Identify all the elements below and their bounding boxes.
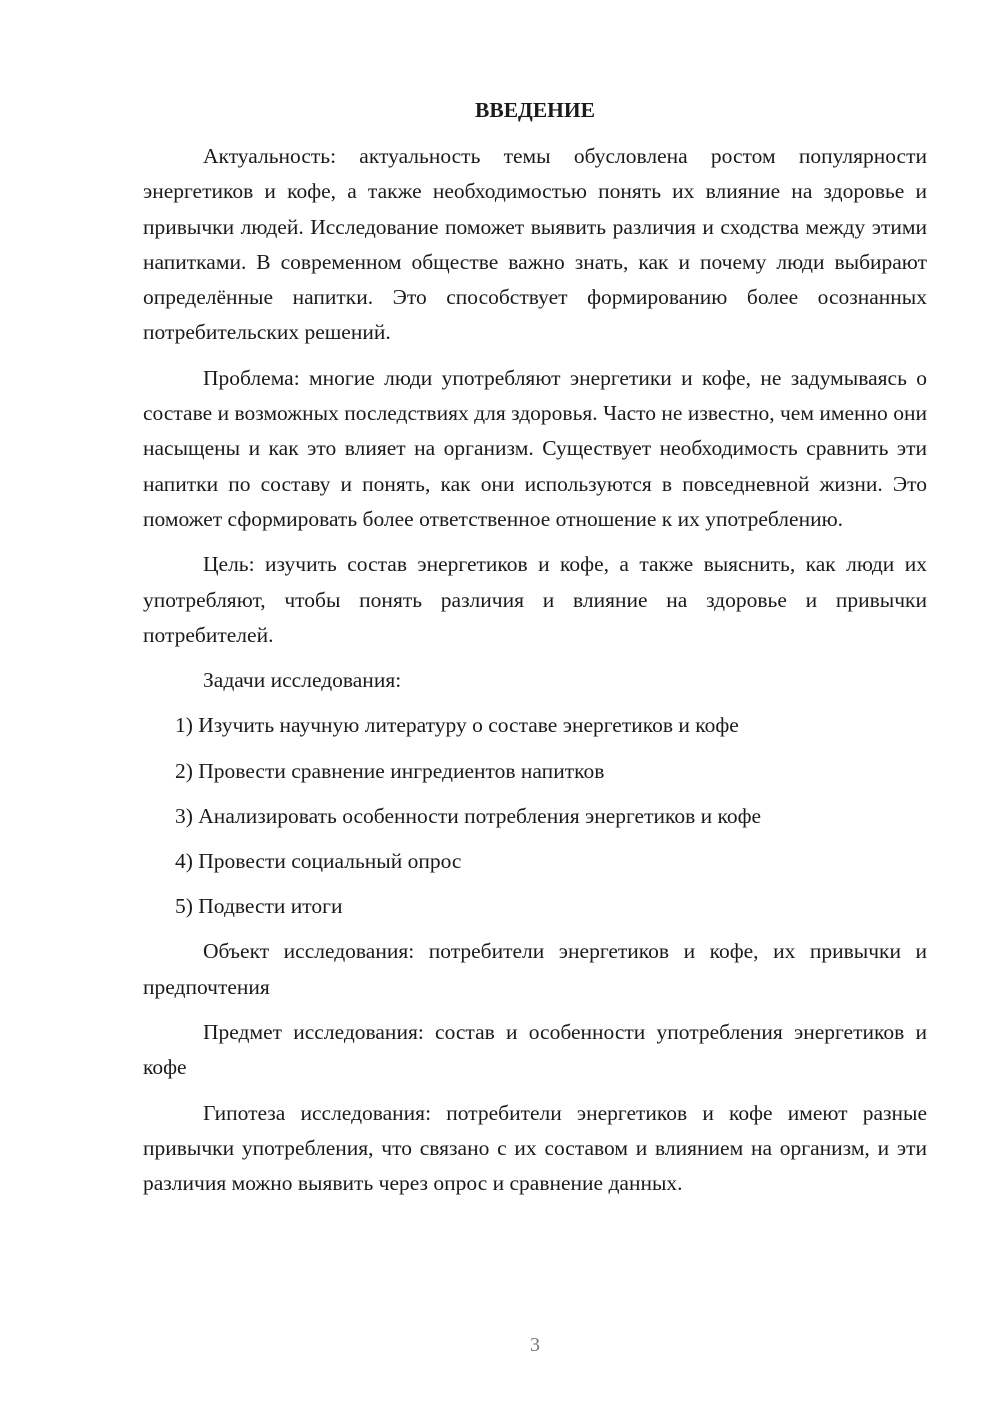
task-list — [143, 708, 927, 924]
hypothesis-paragraph: Гипотеза исследования: потребители энергетиков и кофе имеют разные привычки употребления, что связано с их составом и влиянием на организм, и эти различия можно выявить через опрос и сравнение данных. — [143, 1100, 927, 1196]
subject-paragraph: Предмет исследования: состав и особенности употребления энергетиков и кофе — [143, 1019, 927, 1080]
task-item: 2) Провести сравнение ингредиентов напитков — [175, 758, 605, 783]
task-item: 3) Анализировать особенности потребления энергетиков и кофе — [175, 803, 762, 828]
document-page — [143, 95, 927, 1211]
section-title: ВВЕДЕНИЕ — [475, 98, 595, 122]
page-number: 3 — [530, 1334, 540, 1356]
relevance-paragraph: Актуальность: актуальность темы обусловлена ростом популярности энергетиков и кофе, а также необходимостью понять их влияние на здоровье и привычки людей. Исследование поможет выявить различия и сходства между этими напитками. В современном обществе важно знать, как и почему люди выбирают определённые напитки. Это способствует формированию более осознанных потребительских решений. — [143, 144, 927, 345]
task-item: 4) Провести социальный опрос — [175, 849, 462, 874]
tasks-heading: Задачи исследования: — [203, 668, 402, 693]
task-item: 1) Изучить научную литературу о составе энергетиков и кофе — [175, 713, 739, 738]
task-item: 5) Подвести итоги — [175, 894, 343, 919]
problem-paragraph: Проблема: многие люди употребляют энергетики и кофе, не задумываясь о составе и возможных последствиях для здоровья. Часто не известно, чем именно они насыщены и как это влияет на организм. Существует необходимость сравнить эти напитки по составу и понять, как они используются в повседневной жизни. Это поможет сформировать более ответственное отношение к их употреблению. — [143, 365, 927, 531]
object-paragraph: Объект исследования: потребители энергетиков и кофе, их привычки и предпочтения — [143, 939, 927, 999]
goal-paragraph: Цель: изучить состав энергетиков и кофе, а также выяснить, как люди их употребляют, чтобы понять различия и влияние на здоровье и привычки потребителей. — [143, 552, 927, 647]
